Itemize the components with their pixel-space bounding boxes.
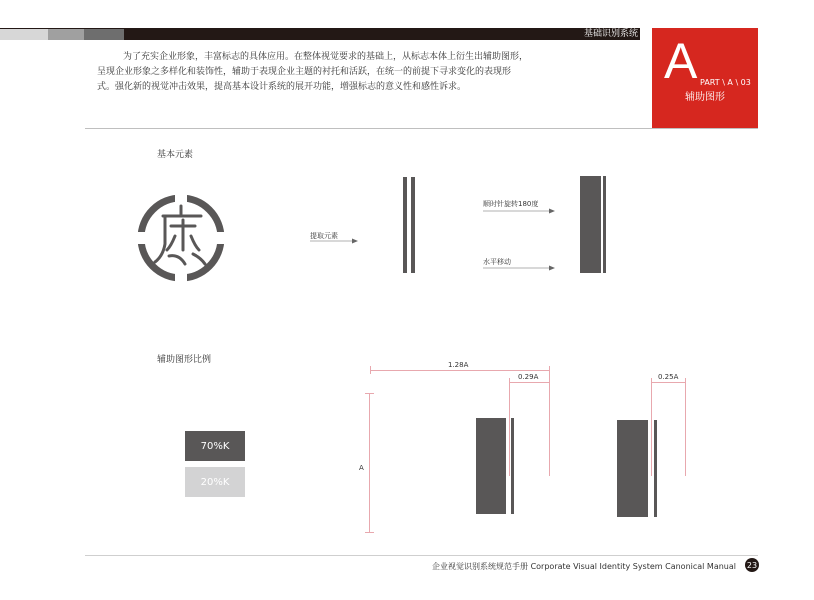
result-bar-thin [603, 176, 606, 273]
header-stripe-dark [84, 29, 124, 40]
page-subtitle: 辅助图形 [685, 92, 725, 103]
dim-label-height: A [359, 464, 364, 472]
move-arrow-icon [483, 265, 555, 271]
ratio-bar-wide-b [617, 420, 648, 517]
dim-label-total: 1.28A [448, 361, 469, 369]
basic-elements-heading: 基本元素 [157, 150, 194, 160]
section-divider [85, 128, 758, 129]
intro-line: 式。强化新的视觉冲击效果，提高基本设计系统的展开功能，增强标志的意义性和感性诉求。 [97, 82, 467, 92]
swatch-70k: 70%K [185, 431, 245, 461]
intro-line: 为了充实企业形象，丰富标志的具体应用。在整体视觉要求的基础上，从标志本体上衍生出辅助图形， [123, 52, 529, 62]
logo-mark [135, 192, 227, 284]
dim-line-total [370, 370, 550, 371]
intro-paragraph [97, 50, 573, 95]
extract-label: 提取元素 [310, 232, 338, 240]
part-badge [652, 28, 758, 129]
dim-label-a: 0.29A [518, 373, 539, 381]
intro-line: 呈现企业形象之多样化和装饰性，辅助于表现企业主题的衬托和活跃，在统一的前提下寻求变化的表现形 [97, 67, 512, 77]
part-letter: A [664, 33, 698, 89]
dim-line-b [651, 382, 685, 383]
extract-arrow-icon [310, 238, 358, 244]
dim-guide [651, 378, 652, 476]
move-label: 水平移动 [483, 258, 511, 266]
part-code: PART \ A \ 03 [700, 78, 751, 87]
section-title: 基础识别系统 [583, 29, 638, 39]
ratio-bar-thin-b [654, 420, 657, 517]
page-number: 23 [745, 558, 759, 572]
ratio-bar-thin-a [511, 418, 514, 514]
dim-line-height [369, 393, 370, 533]
rotate-label: 顺时针旋转180度 [483, 200, 539, 208]
dim-tick [365, 532, 374, 533]
dim-line-a [509, 382, 550, 383]
element-bar-left [403, 177, 407, 273]
footer-text: 企业视觉识别系统规范手册 Corporate Visual Identity System Canonical Manual [432, 562, 736, 571]
rotate-arrow-icon [483, 208, 555, 214]
header-stripe-light [0, 29, 48, 40]
element-bar-right [411, 177, 415, 273]
result-bar-wide [580, 176, 601, 273]
header-stripe-mid [48, 29, 84, 40]
swatch-20k: 20%K [185, 467, 245, 497]
ratio-heading: 辅助图形比例 [157, 355, 212, 365]
dim-guide [509, 378, 510, 476]
dim-label-b: 0.25A [658, 373, 679, 381]
dim-tick [370, 366, 371, 374]
dim-guide [685, 378, 686, 476]
footer-divider [85, 555, 758, 556]
dim-tick [365, 393, 374, 394]
ratio-bar-wide-a [476, 418, 506, 514]
